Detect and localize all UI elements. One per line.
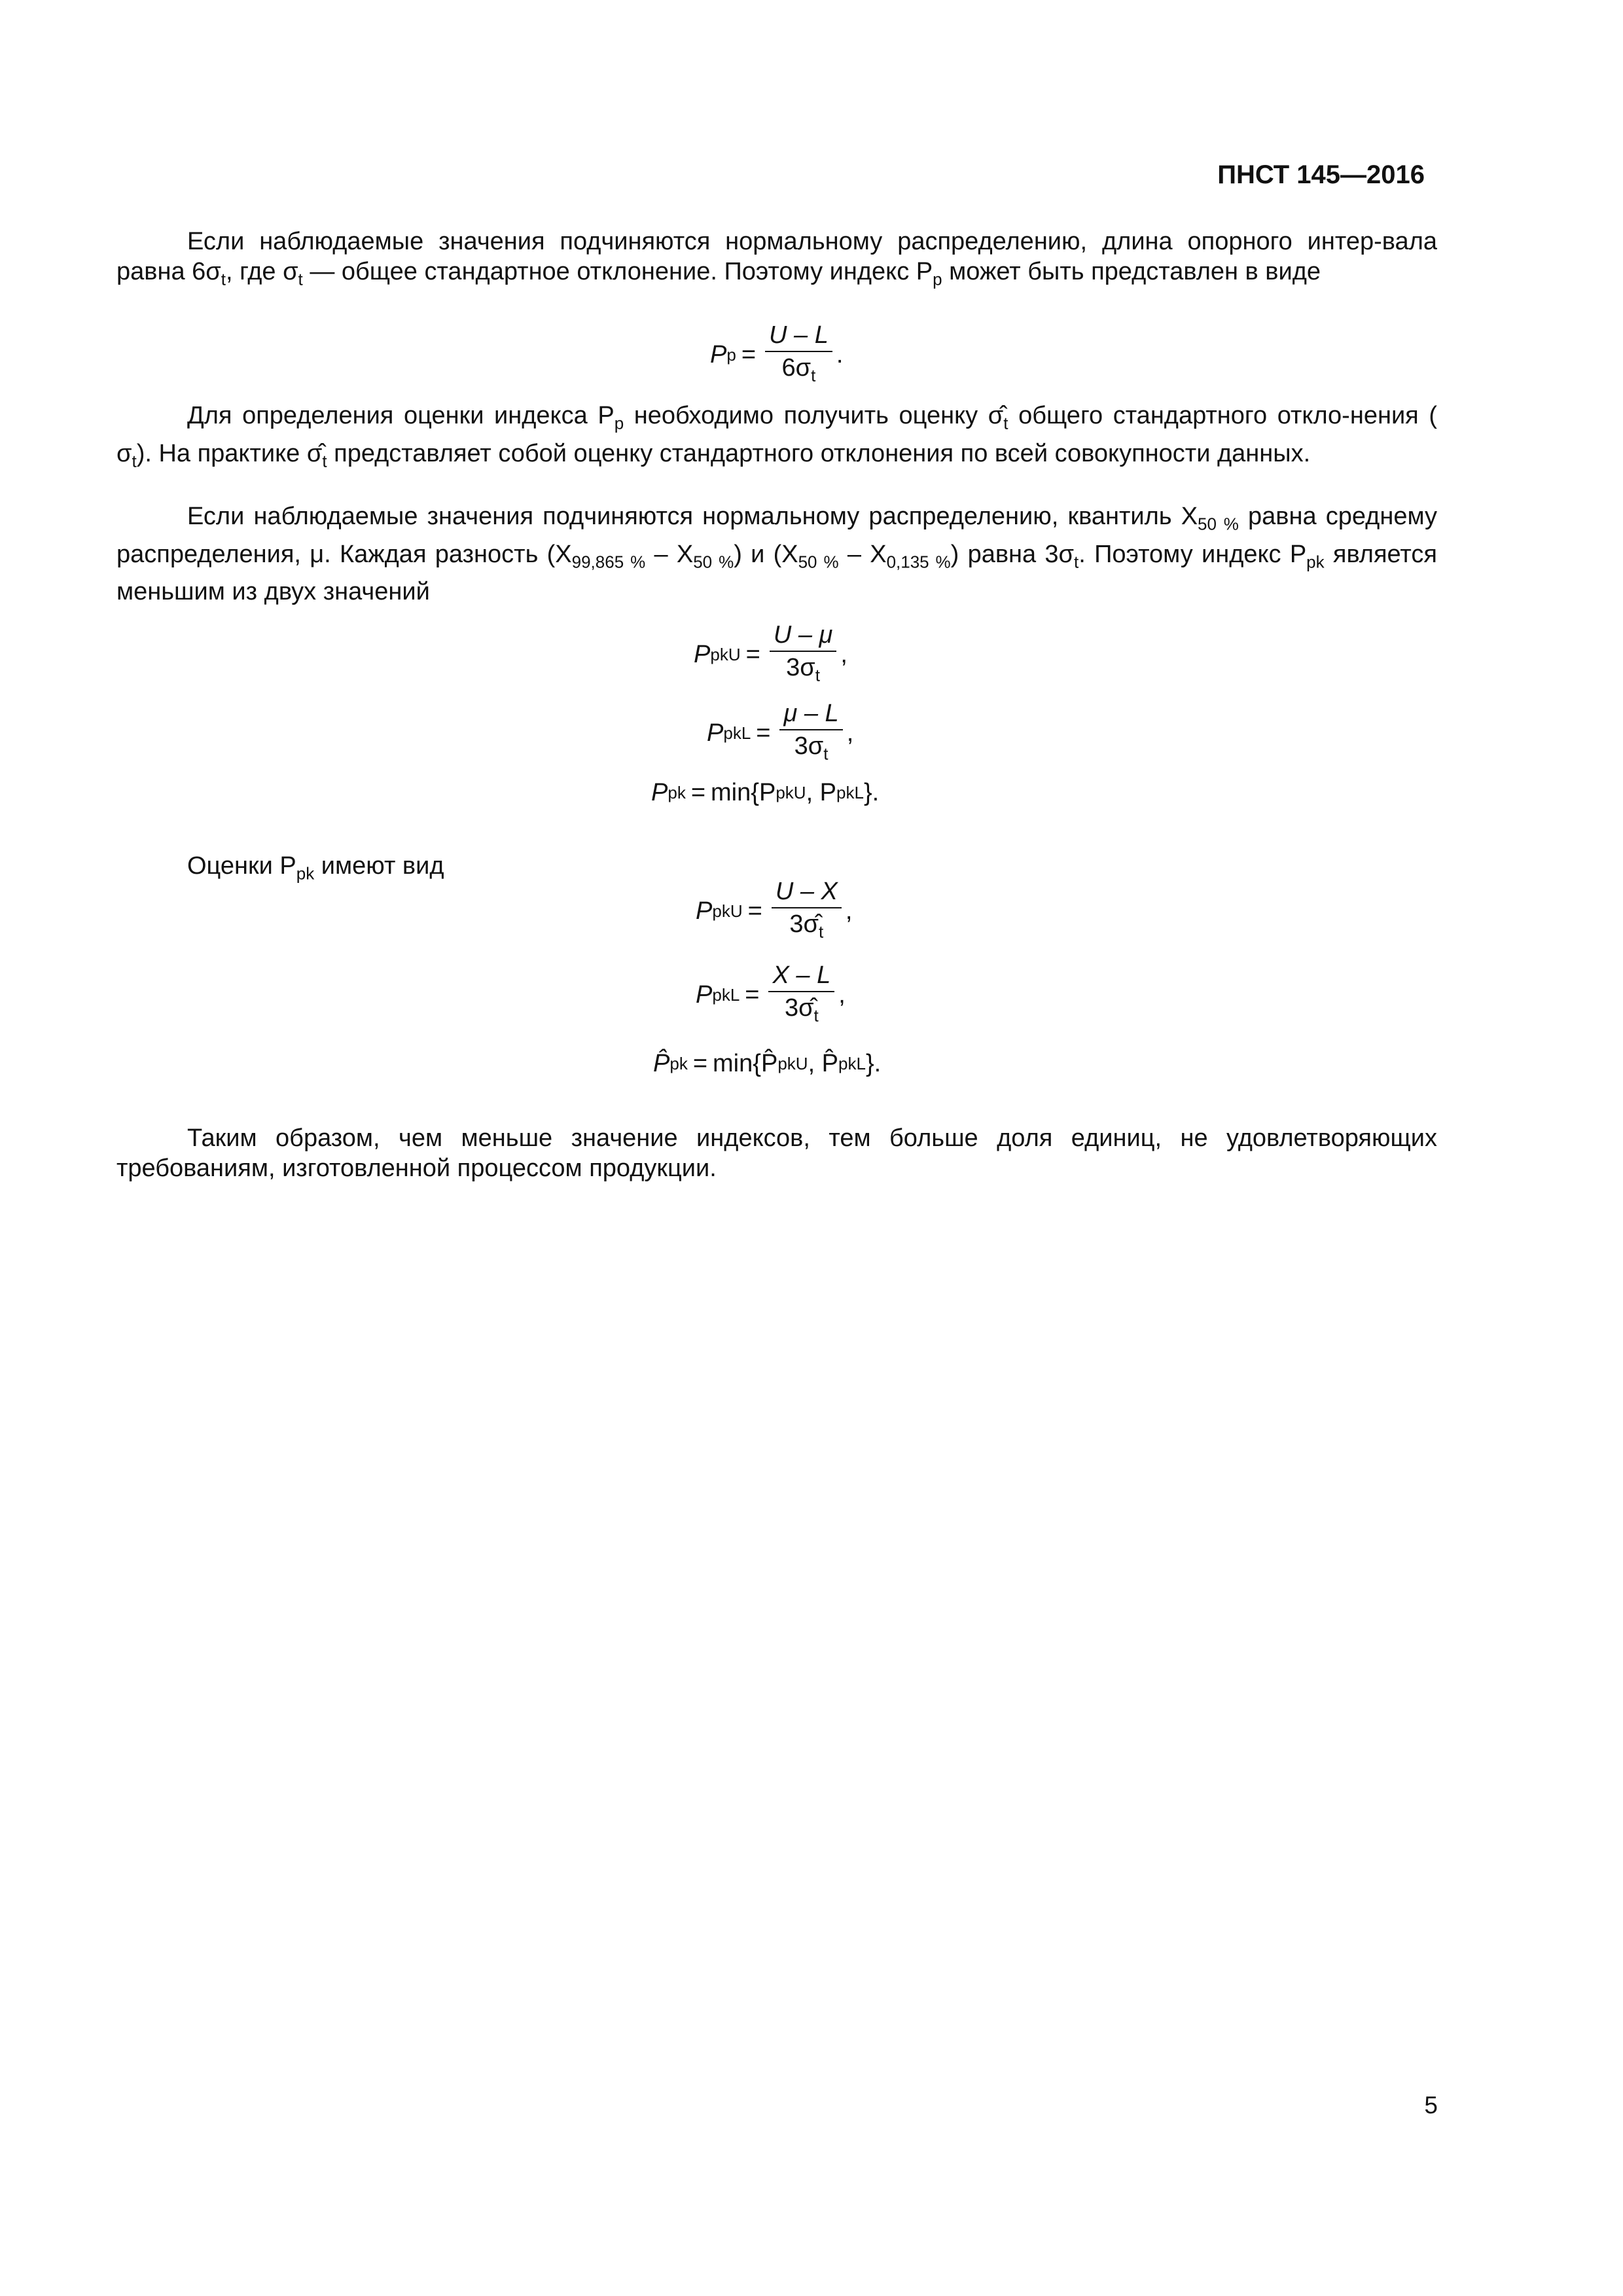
page-number: 5 (1424, 2092, 1438, 2119)
formula-hat-ppk: P̂ pk = min{P̂ pkU , P̂ pkL }. (653, 1050, 882, 1077)
formula-pp: P p = $\frac{U - L}{6\sigma_t}$ . (710, 321, 844, 386)
paragraph-1: Если наблюдаемые значения подчиняются нормальному распределению, длина опорного интер-вала равна $6\sigma_t$, где $\sigma_t$ — общее стандартное отклонение. Поэтому индекс $P_p$ может быть представлен в виде (116, 228, 1437, 289)
paragraph-4: Оценки $P_{pk}$ имеют вид (187, 852, 444, 884)
formula-ppku: P pkU = $\frac{U - \mu}{3\sigma_t}$ , (694, 621, 847, 685)
formula-hat-ppku: P pkU = $\frac{U - X}{3\sigmâ_t}$ , (696, 878, 853, 942)
formula-hat-ppkl: P pkL = $\frac{X - L}{3\sigmâ_t}$ , (696, 961, 846, 1026)
paragraph-5: Таким образом, чем меньше значение индексов, тем больше доля единиц, не удовлетворяющих требованиям, изготовленной процессом продукции. (116, 1124, 1437, 1182)
formula-ppk: P pk = min{P pkU , P pkL }. (651, 779, 880, 806)
formula-ppkl: P pkL = $\frac{\mu - L}{3\sigma_t}$ , (707, 700, 854, 764)
document-code: ПНСТ 145—2016 (1217, 160, 1425, 189)
paragraph-3: Если наблюдаемые значения подчиняются нормальному распределению, квантиль $X_{50 \%}$ равна среднему распределения, μ. Каждая разность $(X_{99,865 \%} - X_{50 \%})$ и $(X_{50 \%} - X_{0,135 \%})$ равна $3\sigma_t$. Поэтому индекс $P_{pk}$ является меньшим из двух значений (116, 503, 1438, 606)
paragraph-2: Для определения оценки индекса $P_p$ необходимо получить оценку $\sigmâ_t$ общего стандартного откло-нения ( $\sigma_t$). На практике $\sigmâ_t$ представляет собой оценку стандартного отклонения по всей совокупности данных. (116, 402, 1438, 471)
